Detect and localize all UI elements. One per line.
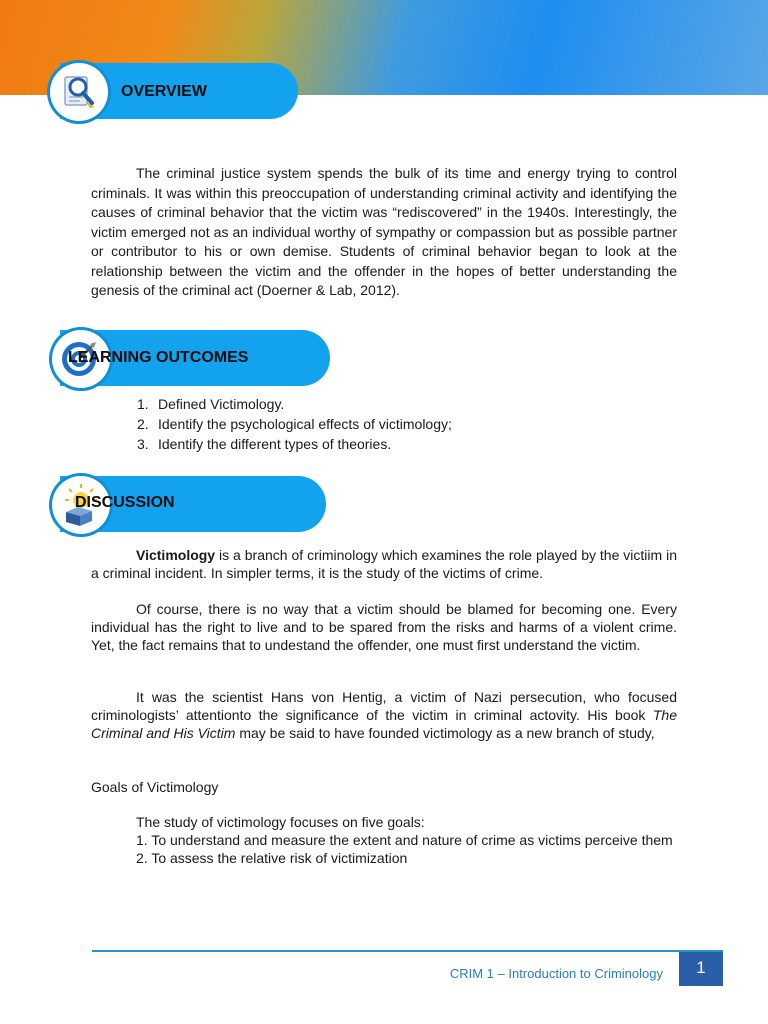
list-item [137, 394, 452, 414]
overview-title: OVERVIEW [121, 83, 207, 100]
paragraph-text: may be said to have founded victimology as a new branch of study, [235, 725, 655, 741]
goals-heading: Goals of Victimology [91, 779, 219, 795]
list-item [137, 434, 452, 454]
list-number: 1. [137, 396, 149, 412]
goals-list [136, 832, 677, 867]
page-number: 1 [679, 952, 723, 986]
list-text: Identify the different types of theories. [158, 436, 392, 452]
discussion-paragraph-1 [91, 546, 677, 582]
discussion-paragraph-3 [91, 688, 677, 742]
paragraph-text: is a branch of criminology which examines the role played by the victiim in a criminal incident. In simpler terms, it is the study of the victims of crime. [91, 547, 677, 581]
overview-text: The criminal justice system spends the bulk of its time and energy trying to control criminals. It was within this preoccupation of understanding criminal activity and identifying the causes of criminal behavior that the victim was “rediscovered” in the 1940s. Interestingly, the victim emerged not as an individual worthy of sympathy or compassion but as possible partner or contributor to his or own demise. Students of criminal behavior began to look at the relationship between the victim and the offender in the hopes of better understanding the genesis of the criminal act (Doerner & Lab, 2012). [91, 165, 677, 298]
magnifier-document-icon [50, 63, 108, 121]
list-number: 3. [137, 436, 149, 452]
list-text: Identify the psychological effects of victimology; [158, 416, 452, 432]
term-victimology: Victimology [136, 547, 216, 563]
outcomes-title: LEARNING OUTCOMES [68, 349, 249, 366]
list-item: 2. To assess the relative risk of victimization [136, 849, 408, 866]
discussion-paragraph-2 [91, 600, 677, 654]
goals-intro: The study of victimology focuses on five goals: [136, 814, 425, 830]
overview-paragraph [91, 164, 677, 301]
footer-course: CRIM 1 – Introduction to Criminology [449, 966, 663, 981]
discussion-title: DISCUSSION [75, 494, 175, 511]
list-text: Defined Victimology. [158, 396, 285, 412]
overview-badge [50, 63, 108, 121]
paragraph-text: Of course, there is no way that a victim should be blamed for becoming one. Every individual has the right to live and to be spared from the risks and harms of a violent crime. Yet, the fact remains that to undestand the offender, one must first understand the victim. [91, 601, 677, 653]
outcomes-list [137, 394, 452, 454]
footer-rule [92, 950, 723, 952]
list-item [137, 414, 452, 434]
paragraph-text: It was the scientist Hans von Hentig, a victim of Nazi persecution, who focused criminologists’ attentionto the significance of the victim in criminal actovity. His book [91, 689, 677, 723]
list-item: 1. To understand and measure the extent and nature of crime as victims perceive them [136, 832, 673, 848]
book-title: The Criminal and His Victim [91, 707, 677, 741]
list-number: 2. [137, 416, 149, 432]
